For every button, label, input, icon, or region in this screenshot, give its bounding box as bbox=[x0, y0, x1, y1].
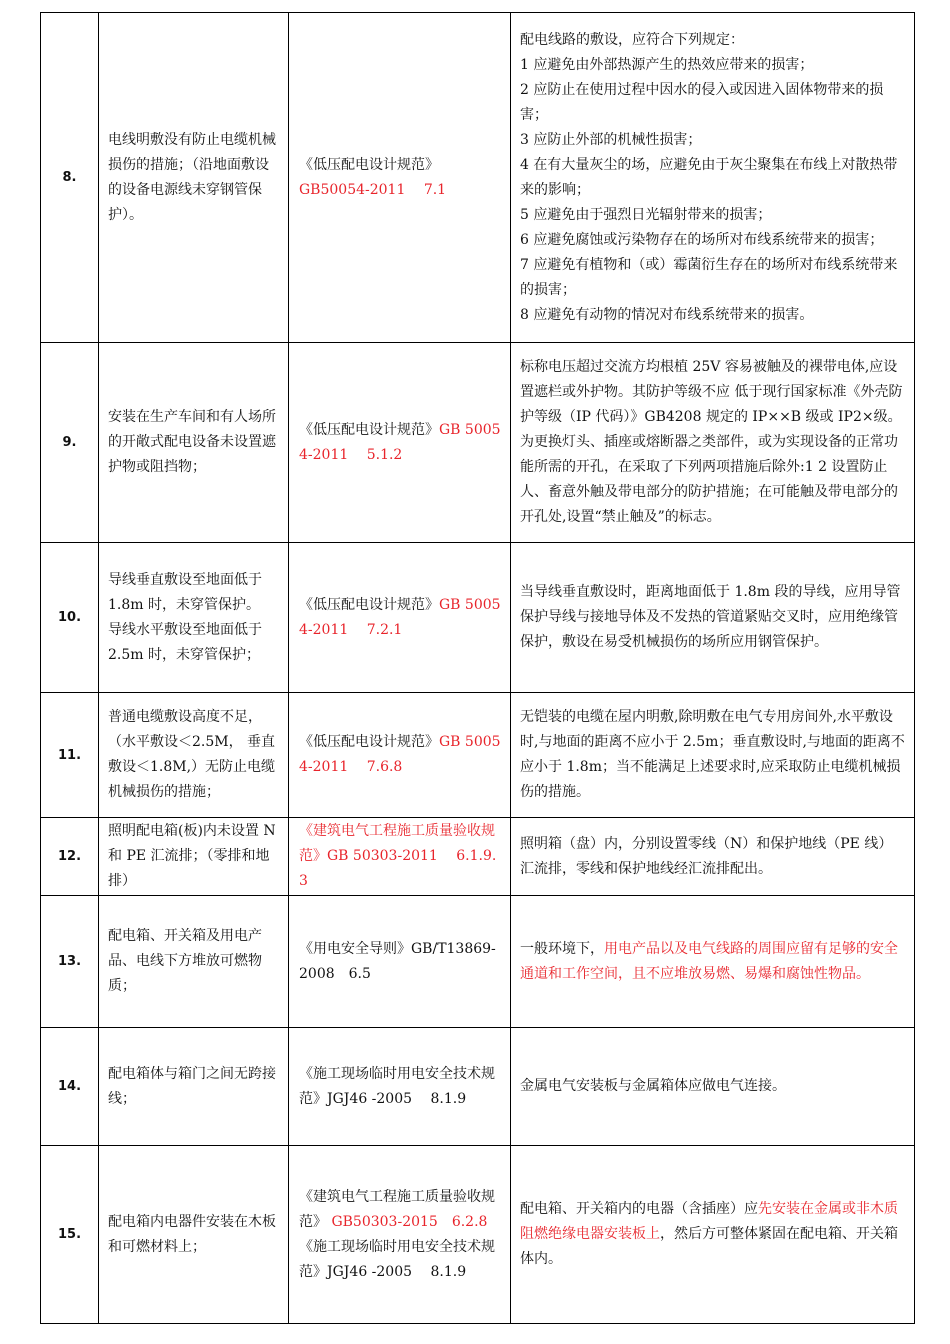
table-row bbox=[41, 818, 915, 896]
issue-text: 照明配电箱(板)内未设置 N 和 PE 汇流排；（零排和地排） bbox=[108, 823, 276, 889]
requirement-line: 3 应防止外部的机械性损害； bbox=[520, 131, 702, 148]
requirement-text: 一般环境下， bbox=[520, 940, 604, 957]
table-row bbox=[41, 896, 915, 1028]
inspection-table bbox=[40, 12, 915, 1324]
issue-text: 配电箱体与箱门之间无跨接线； bbox=[108, 1065, 276, 1107]
basis-text: 《用电安全导则》GB/T13869-2008 6.5 bbox=[299, 940, 496, 982]
basis-code: GB50303-2015 6.2.8 bbox=[327, 1213, 488, 1230]
issue-text: 配电箱内电器件安装在木板和可燃材料上； bbox=[108, 1213, 276, 1255]
basis-code: GB 50054-2011 7.6.8 bbox=[299, 734, 501, 775]
table-row bbox=[41, 1028, 915, 1146]
issue-cell bbox=[99, 1146, 289, 1324]
requirement-line: 5 应避免由于强烈日光辐射带来的损害； bbox=[520, 206, 772, 223]
requirement-cell bbox=[511, 1028, 915, 1146]
basis-cell bbox=[289, 1028, 511, 1146]
basis-text: 《低压配电设计规范》 bbox=[299, 734, 439, 750]
requirement-text: 配电箱、开关箱内的电器（含插座）应 bbox=[520, 1201, 758, 1217]
requirement-highlight: 先安装在金属或非木质阻燃绝缘电器安装板上 bbox=[520, 1201, 898, 1242]
requirement-text: 当导线垂直敷设时，距离地面低于 1.8m 段的导线，应用导管保护导线与接地导体及不发热的管道紧贴交叉时，应用绝缘管保护，敷设在易受机械损伤的场所应用钢管保护。 bbox=[520, 584, 901, 650]
table-row bbox=[41, 343, 915, 543]
basis-cell bbox=[289, 1146, 511, 1324]
requirement-text: 照明箱（盘）内，分别设置零线（N）和保护地线（PE 线）汇流排，零线和保护地线经汇流排配出。 bbox=[520, 835, 893, 877]
basis-code: GB 50054-2011 5.1.2 bbox=[299, 421, 501, 463]
requirement-cell bbox=[511, 896, 915, 1028]
basis-cell bbox=[289, 896, 511, 1028]
requirement-text: ，然后方可整体紧固在配电箱、开关箱体内。 bbox=[520, 1226, 898, 1267]
requirement-highlight: 用电产品以及电气线路的周围应留有足够的安全通道和工作空间，且不应堆放易燃、易爆和腐蚀性物品。 bbox=[520, 940, 898, 982]
issue-cell bbox=[99, 896, 289, 1028]
requirement-cell bbox=[511, 1146, 915, 1324]
requirement-cell bbox=[511, 543, 915, 693]
basis-text: 《建筑电气工程施工质量验收规范》 bbox=[299, 1188, 495, 1230]
requirement-line: 6 应避免腐蚀或污染物存在的场所对布线系统带来的损害； bbox=[520, 231, 884, 248]
table-row bbox=[41, 13, 915, 343]
row-number: 13. bbox=[41, 896, 99, 1028]
basis-cell bbox=[289, 13, 511, 343]
issue-text: 导线水平敷设至地面低于 2.5m 时，未穿管保护； bbox=[108, 621, 262, 663]
issue-text: 导线垂直敷设至地面低于 1.8m 时，未穿管保护。 bbox=[108, 571, 262, 613]
issue-text: 电线明敷没有防止电缆机械损伤的措施；（沿地面敷设的设备电源线未穿钢管保护）。 bbox=[108, 131, 276, 223]
requirement-line: 1 应避免由外部热源产生的热效应带来的损害； bbox=[520, 56, 814, 73]
issue-cell bbox=[99, 543, 289, 693]
issue-text: 安装在生产车间和有人场所的开敞式配电设备未设置遮护物或阻挡物； bbox=[108, 409, 276, 475]
issue-text: 普通电缆敷设高度不足，（水平敷设＜2.5M， 垂直敷设＜1.8M,）无防止电缆机械损伤的措施； bbox=[108, 709, 276, 800]
requirement-line: 配电线路的敷设，应符合下列规定： bbox=[520, 31, 744, 48]
basis-text: 《低压配电设计规范》 bbox=[299, 596, 439, 613]
basis-text: 《建筑电气工程施工质量验收规范》GB 50303-2011 6.1.9.3 bbox=[299, 823, 497, 889]
basis-code: GB 50054-2011 7.2.1 bbox=[299, 596, 501, 638]
basis-text: 《施工现场临时用电安全技术规范》JGJ46 -2005 8.1.9 bbox=[299, 1065, 495, 1107]
requirement-line: 8 应避免有动物的情况对布线系统带来的损害。 bbox=[520, 306, 814, 323]
row-number: 12. bbox=[41, 818, 99, 896]
table-row bbox=[41, 543, 915, 693]
table-row bbox=[41, 693, 915, 818]
row-number: 15. bbox=[41, 1146, 99, 1324]
basis-text: 《低压配电设计规范》 bbox=[299, 421, 439, 438]
row-number: 10. bbox=[41, 543, 99, 693]
basis-cell bbox=[289, 818, 511, 896]
requirement-text: 无铠装的电缆在屋内明敷,除明敷在电气专用房间外,水平敷设时,与地面的距离不应小于 2.5m；垂直敷设时,与地面的距离不应小于 1.8m；当不能满足上述要求时,应采取防止电缆机械损伤的措施。 bbox=[520, 709, 905, 800]
row-number: 11. bbox=[41, 693, 99, 818]
issue-cell bbox=[99, 1028, 289, 1146]
requirement-text: 金属电气安装板与金属箱体应做电气连接。 bbox=[520, 1078, 786, 1094]
basis-text: 《低压配电设计规范》 bbox=[299, 156, 439, 173]
requirement-text: 标称电压超过交流方均根植 25V 容易被触及的裸带电体,应设置遮栏或外护物。其防护等级不应 低于现行国家标准《外壳防护等级（IP 代码）》GB4208 规定的 IP××B 级或 IP2×级。为更换灯头、插座或熔断器之类部件，或为实现设备的正常功能所需的开孔，在采取了下列两项措施后除外:1 2 设置防止人、畜意外触及带电部分的防护措施；在可能触及带电部分的开孔处,设置“禁止触及”的标志。 bbox=[520, 359, 903, 525]
basis-cell bbox=[289, 343, 511, 543]
row-number: 8. bbox=[41, 13, 99, 343]
requirement-cell bbox=[511, 343, 915, 543]
requirement-cell bbox=[511, 13, 915, 343]
requirement-cell bbox=[511, 818, 915, 896]
requirement-cell bbox=[511, 693, 915, 818]
basis-text: 《施工现场临时用电安全技术规范》JGJ46 -2005 8.1.9 bbox=[299, 1238, 495, 1280]
issue-cell bbox=[99, 343, 289, 543]
requirement-line: 4 在有大量灰尘的场，应避免由于灰尘聚集在布线上对散热带来的影响； bbox=[520, 156, 898, 198]
basis-code: GB50054-2011 7.1 bbox=[299, 181, 447, 198]
row-number: 14. bbox=[41, 1028, 99, 1146]
issue-cell bbox=[99, 693, 289, 818]
issue-cell bbox=[99, 13, 289, 343]
table-row bbox=[41, 1146, 915, 1324]
basis-cell bbox=[289, 543, 511, 693]
basis-cell bbox=[289, 693, 511, 818]
issue-cell bbox=[99, 818, 289, 896]
requirement-line: 2 应防止在使用过程中因水的侵入或因进入固体物带来的损害； bbox=[520, 81, 884, 123]
issue-text: 配电箱、开关箱及用电产品、电线下方堆放可燃物质； bbox=[108, 928, 262, 994]
row-number: 9. bbox=[41, 343, 99, 543]
requirement-line: 7 应避免有植物和（或）霉菌衍生存在的场所对布线系统带来的损害； bbox=[520, 256, 898, 298]
